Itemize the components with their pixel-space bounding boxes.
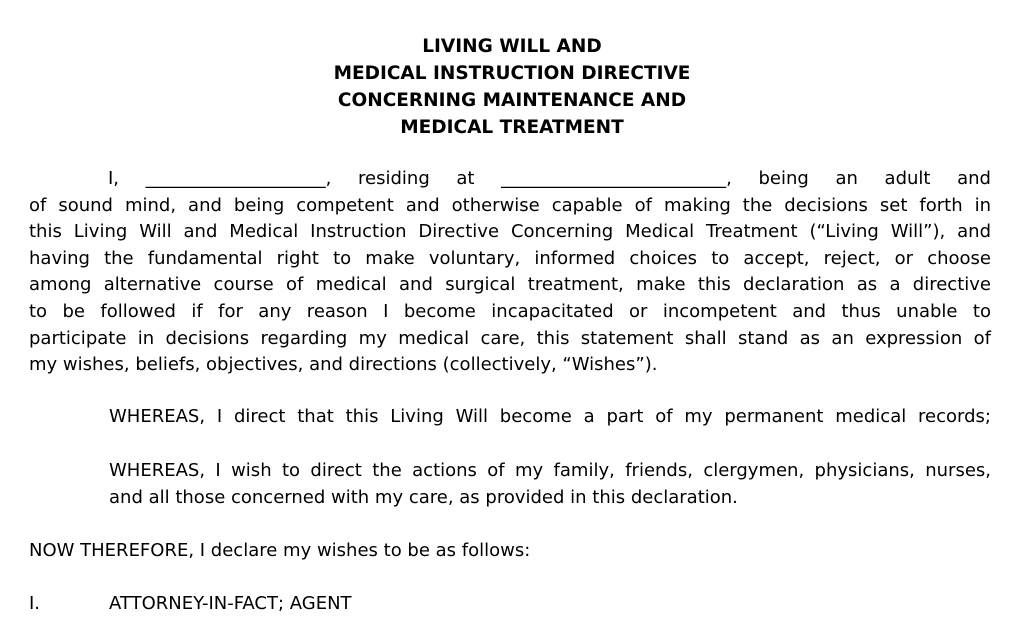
intro-line-5: among alternative course of medical and surgical treatment, make this declaration as a directive (29, 274, 991, 296)
intro-line-2: of sound mind, and being competent and otherwise capable of making the decisions set forth in (29, 194, 991, 216)
adult-clause: , being an adult and (726, 168, 991, 189)
whereas-2-line-1: WHEREAS, I wish to direct the actions of my family, friends, clergymen, physicians, nurses, (109, 460, 991, 481)
title-line-1: LIVING WILL AND (422, 36, 602, 57)
intro-line-7: participate in decisions regarding my medical care, this statement shall stand as an expression of (29, 327, 991, 349)
title-line-4: MEDICAL TREATMENT (400, 117, 624, 138)
intro-line-6: to be followed if for any reason I become incapacitated or incompetent and thus unable to (29, 300, 991, 322)
whereas-paragraph-1 (109, 404, 991, 431)
intro-line-1 (29, 166, 991, 193)
title-line-3: CONCERNING MAINTENANCE AND (337, 90, 687, 111)
intro-line-3: this Living Will and Medical Instruction Directive Concerning Medical Treatment (“Living Will”), and (29, 221, 991, 243)
now-therefore-line: NOW THEREFORE, I declare my wishes to be as follows: (29, 540, 531, 561)
intro-line-8: my wishes, beliefs, objectives, and directions (collectively, “Wishes”). (29, 354, 658, 376)
residing-at-label: , residing at (325, 168, 475, 189)
intro-paragraph (29, 166, 991, 379)
document-title (0, 33, 1024, 141)
declarant-name-blank: ____________________ (145, 168, 326, 189)
whereas-2-line-2: and all those concerned with my care, as provided in this declaration. (109, 486, 738, 508)
address-blank: _________________________ (501, 168, 727, 189)
declarant-prefix: I, (108, 168, 120, 189)
section-heading (29, 591, 991, 618)
intro-line-4: having the fundamental right to make voluntary, informed choices to accept, reject, or choose (29, 247, 991, 269)
section-title: ATTORNEY-IN-FACT; AGENT (109, 593, 352, 614)
title-line-2: MEDICAL INSTRUCTION DIRECTIVE (333, 63, 691, 84)
section-number: I. (29, 593, 41, 614)
whereas-paragraph-2 (109, 458, 991, 511)
now-therefore-paragraph (29, 538, 991, 565)
whereas-1-line-1: WHEREAS, I direct that this Living Will become a part of my permanent medical records; (109, 406, 991, 427)
